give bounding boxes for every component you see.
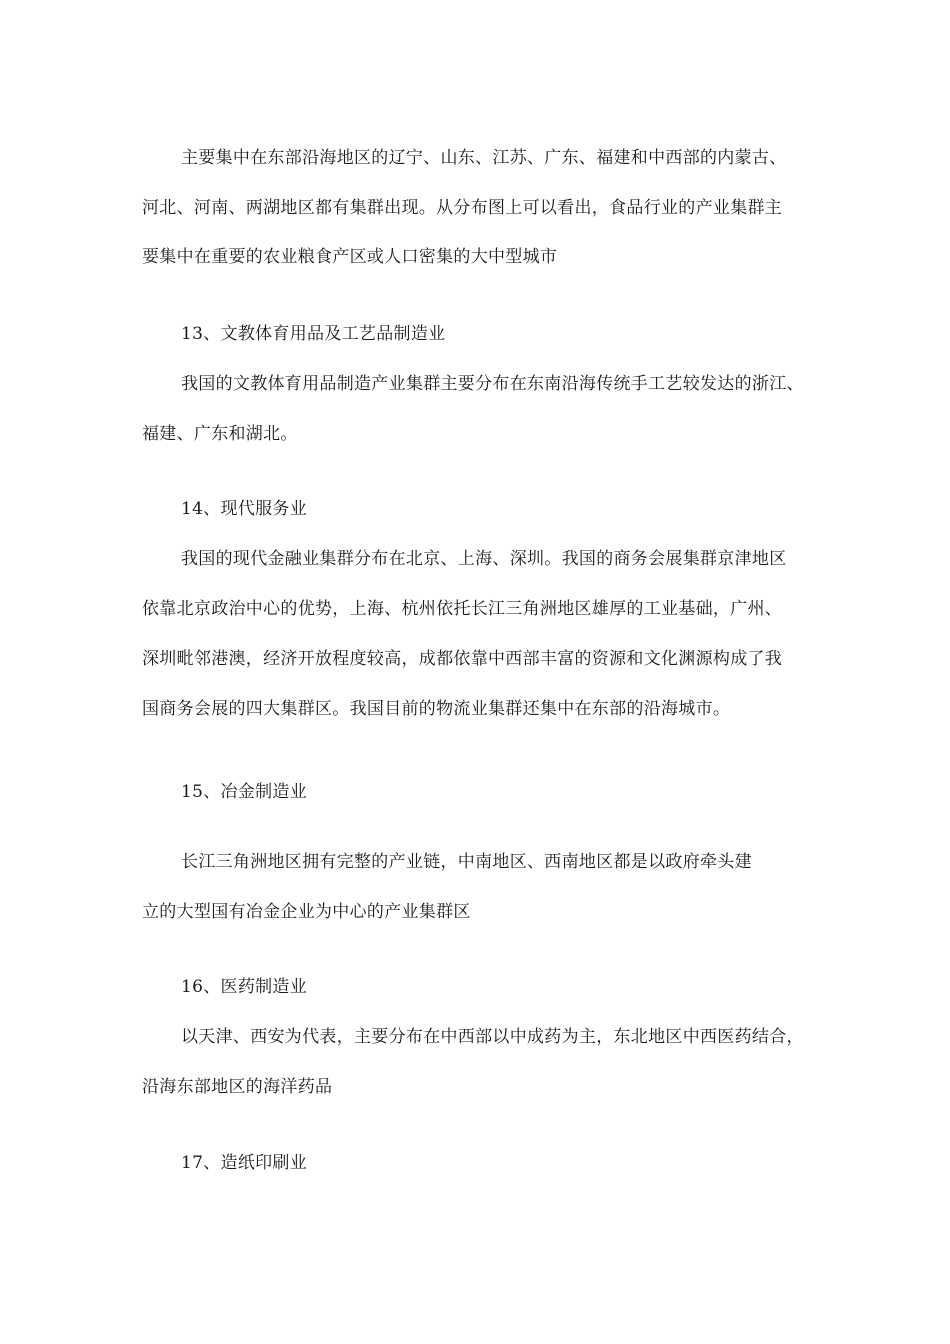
section-14-paragraph-line: 依靠北京政治中心的优势，上海、杭州依托长江三角洲地区雄厚的工业基础，广州、 — [142, 599, 783, 619]
section-14-paragraph-line: 深圳毗邻港澳，经济开放程度较高，成都依靠中西部丰富的资源和文化渊源构成了我 — [142, 649, 783, 669]
section-16-paragraph-line: 沿海东部地区的海洋药品 — [142, 1077, 333, 1097]
food-paragraph-line: 主要集中在东部沿海地区的辽宁、山东、江苏、广东、福建和中西部的内蒙古、 — [181, 148, 787, 168]
food-paragraph-line: 要集中在重要的农业粮食产区或人口密集的大中型城市 — [142, 247, 558, 267]
section-15-paragraph-line: 立的大型国有冶金企业为中心的产业集群区 — [142, 902, 471, 922]
food-paragraph-line: 河北、河南、两湖地区都有集群出现。从分布图上可以看出，食品行业的产业集群主 — [142, 198, 783, 218]
section-heading-16: 16、医药制造业 — [181, 977, 308, 997]
section-heading-17: 17、造纸印刷业 — [181, 1153, 308, 1173]
section-15-paragraph-line: 长江三角洲地区拥有完整的产业链，中南地区、西南地区都是以政府牵头建 — [181, 852, 752, 872]
section-13-paragraph-line: 我国的文教体育用品制造产业集群主要分布在东南沿海传统手工艺较发达的浙江、 — [181, 374, 804, 394]
section-heading-13: 13、文教体育用品及工艺品制造业 — [181, 324, 446, 344]
section-heading-15: 15、冶金制造业 — [181, 782, 308, 802]
section-16-paragraph-line: 以天津、西安为代表，主要分布在中西部以中成药为主，东北地区中西医药结合， — [181, 1027, 804, 1047]
section-14-paragraph-line: 我国的现代金融业集群分布在北京、上海、深圳。我国的商务会展集群京津地区 — [181, 549, 787, 569]
section-13-paragraph-line: 福建、广东和湖北。 — [142, 424, 298, 444]
section-heading-14: 14、现代服务业 — [181, 499, 308, 519]
section-14-paragraph-line: 国商务会展的四大集群区。我国目前的物流业集群还集中在东部的沿海城市。 — [142, 699, 731, 719]
